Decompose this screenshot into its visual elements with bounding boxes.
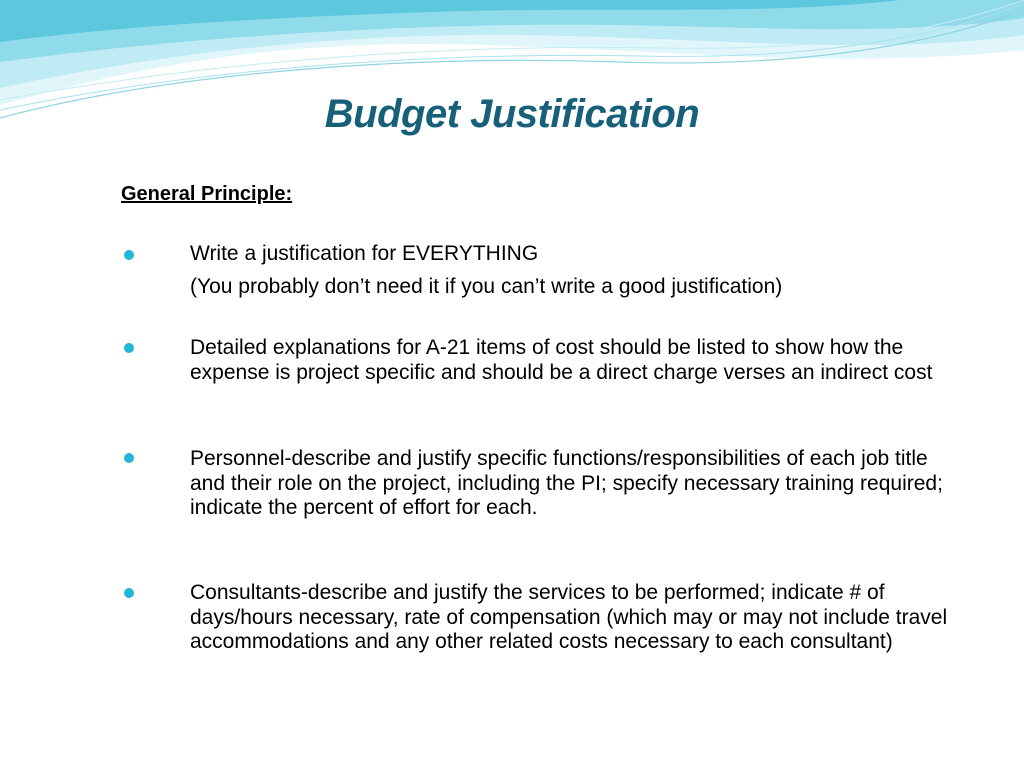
bullet-text-a21-items: Detailed explanations for A-21 items of cost should be listed to show how the expense is project specific and should be a direct charge verses an indirect cost (190, 336, 933, 384)
bullet-dot-icon (124, 588, 134, 598)
bullet-subtext-everything: (You probably don’t need it if you can’t write a good justification) (190, 275, 783, 298)
slide-title: Budget Justification (324, 92, 700, 136)
bullet-dot-icon (124, 343, 134, 353)
bullet-text-consultants: Consultants-describe and justify the services to be performed; indicate # of days/hours necessary, rate of compensation (which may or may not include travel accommodations and any other related costs necessary to each consultant) (190, 581, 948, 653)
general-principle-heading: General Principle: (121, 183, 293, 205)
bullet-text-personnel: Personnel-describe and justify specific functions/responsibilities of each job title and their role on the project, including the PI; specify necessary training required; indicate the percent of effort for each. (190, 447, 943, 519)
bullet-text-everything: Write a justification for EVERYTHING (190, 242, 539, 265)
bullet-dot-icon (124, 453, 134, 463)
bullet-dot-icon (124, 250, 134, 260)
